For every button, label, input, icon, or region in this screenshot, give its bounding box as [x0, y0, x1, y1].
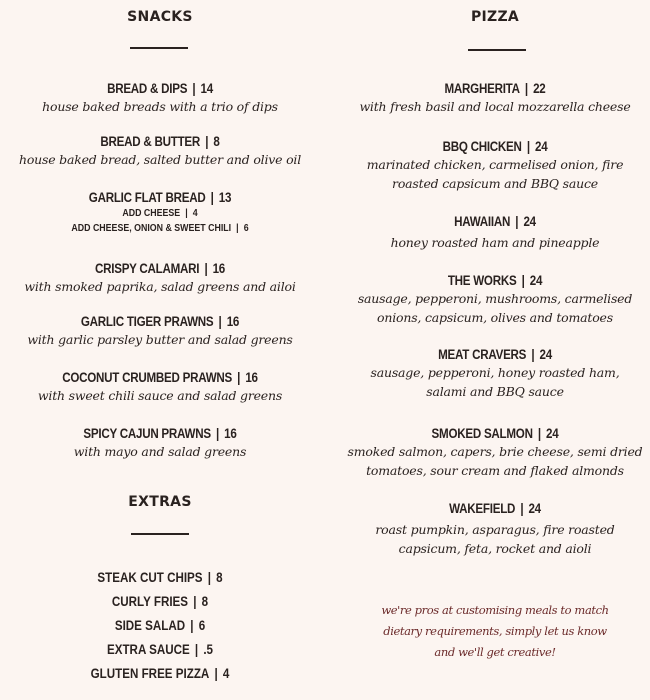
item-price: 13: [218, 190, 232, 205]
separator: |: [214, 666, 218, 681]
separator: |: [215, 426, 219, 441]
item-name: HAWAIIAN: [454, 214, 511, 229]
extras-divider: [131, 533, 189, 535]
menu-item-coconut-crumbed-prawns: [0, 369, 320, 405]
separator: |: [237, 370, 241, 385]
item-name: CRISPY CALAMARI: [94, 261, 200, 276]
item-price: 16: [226, 314, 240, 329]
addon-price: 6: [243, 222, 249, 234]
addon-name: ADD CHEESE: [122, 207, 181, 219]
extra-item-gluten-free-pizza: [22, 665, 297, 682]
item-price: 24: [534, 139, 548, 154]
note-line: and we'll get creative!: [434, 645, 556, 659]
item-desc: honey roasted ham and pineapple: [390, 235, 600, 250]
item-desc: with fresh basil and local mozzarella cheese: [359, 99, 631, 114]
item-price: .5: [203, 642, 214, 657]
menu-item-garlic-tiger-prawns: [0, 313, 320, 349]
separator: |: [185, 207, 188, 219]
item-desc: with sweet chili sauce and salad greens: [37, 388, 283, 403]
extra-item-side-salad: [22, 617, 297, 634]
menu-item-bread-butter: [0, 133, 320, 169]
item-desc: with mayo and salad greens: [73, 444, 247, 459]
item-price: 16: [212, 261, 225, 276]
extras-title: EXTRAS: [128, 494, 192, 510]
menu-item-meat-cravers: [330, 346, 650, 401]
item-desc: salami and BBQ sauce: [426, 384, 564, 399]
separator: |: [526, 139, 530, 154]
item-name: MARGHERITA: [444, 81, 520, 96]
item-desc: with garlic parsley butter and salad greens: [27, 332, 293, 347]
item-price: 14: [200, 81, 213, 96]
item-price: 24: [528, 501, 541, 516]
item-desc: tomatoes, sour cream and flaked almonds: [366, 463, 624, 478]
separator: |: [193, 594, 197, 609]
separator: |: [192, 81, 196, 96]
separator: |: [207, 570, 211, 585]
item-name: SPICY CAJUN PRAWNS: [83, 426, 211, 441]
item-name: BREAD & BUTTER: [100, 134, 201, 149]
separator: |: [236, 222, 239, 234]
item-price: 4: [222, 666, 230, 681]
menu-item-garlic-flat-bread: [0, 189, 320, 236]
item-name: STEAK CUT CHIPS: [97, 570, 203, 585]
item-name: GLUTEN FREE PIZZA: [90, 666, 210, 681]
menu-item-hawaiian: [330, 213, 650, 252]
item-name: GARLIC TIGER PRAWNS: [80, 314, 214, 329]
snacks-divider: [130, 47, 188, 49]
item-price: 22: [533, 81, 546, 96]
menu-item-the-works: [330, 272, 650, 327]
item-price: 8: [216, 570, 223, 585]
item-desc: house baked breads with a trio of dips: [42, 99, 278, 114]
item-desc: sausage, pepperoni, honey roasted ham,: [370, 365, 620, 380]
separator: |: [520, 501, 524, 516]
menu-item-wakefield: [330, 500, 650, 558]
separator: |: [190, 618, 194, 633]
item-name: GARLIC FLAT BREAD: [88, 190, 206, 205]
item-desc: house baked bread, salted butter and olive oil: [18, 152, 302, 167]
menu-item-bbq-chicken: [330, 138, 650, 193]
item-desc: onions, capsicum, olives and tomatoes: [377, 310, 613, 325]
extra-item-curly-fries: [22, 593, 297, 610]
extra-item-steak-cut-chips: [22, 569, 297, 586]
addon-add-cheese: [26, 206, 295, 221]
separator: |: [204, 261, 208, 276]
item-desc: sausage, pepperoni, mushrooms, carmelised: [357, 291, 633, 306]
item-price: 24: [529, 273, 543, 288]
customisation-note: [345, 600, 645, 663]
item-name: BREAD & DIPS: [107, 81, 188, 96]
snacks-title: SNACKS: [127, 9, 193, 25]
item-desc: roasted capsicum and BBQ sauce: [392, 176, 598, 191]
menu-item-margherita: [330, 80, 650, 116]
item-name: WAKEFIELD: [449, 501, 516, 516]
right-column: [330, 0, 650, 700]
item-name: COCONUT CRUMBED PRAWNS: [62, 370, 233, 385]
separator: |: [218, 314, 222, 329]
note-line: we're pros at customising meals to match: [381, 603, 609, 617]
menu-item-crispy-calamari: [0, 260, 320, 296]
note-line: dietary requirements, simply let us know: [383, 624, 607, 638]
item-name: THE WORKS: [447, 273, 517, 288]
pizza-divider: [468, 49, 526, 51]
item-name: MEAT CRAVERS: [438, 347, 527, 362]
item-price: 24: [539, 347, 552, 362]
separator: |: [537, 426, 541, 441]
item-name: SMOKED SALMON: [431, 426, 533, 441]
item-name: EXTRA SAUCE: [106, 642, 190, 657]
item-price: 24: [546, 426, 559, 441]
separator: |: [531, 347, 535, 362]
item-desc: marinated chicken, carmelised onion, fire: [366, 157, 624, 172]
item-price: 24: [523, 214, 536, 229]
separator: |: [205, 134, 209, 149]
item-name: CURLY FRIES: [111, 594, 189, 609]
item-price: 8: [201, 594, 209, 609]
menu-item-bread-dips: [0, 80, 320, 116]
item-price: 16: [245, 370, 258, 385]
addon-cheese-onion-chili: [26, 221, 295, 236]
item-desc: roast pumpkin, asparagus, fire roasted: [375, 522, 615, 537]
item-desc: smoked salmon, capers, brie cheese, semi dried: [347, 444, 643, 459]
separator: |: [515, 214, 519, 229]
menu-item-spicy-cajun-prawns: [0, 425, 320, 461]
menu-item-smoked-salmon: [330, 425, 650, 480]
extra-item-extra-sauce: [22, 641, 297, 658]
left-column: [0, 0, 320, 700]
separator: |: [524, 81, 528, 96]
item-price: 8: [213, 134, 220, 149]
item-desc: with smoked paprika, salad greens and ailoi: [24, 279, 296, 294]
pizza-title: PIZZA: [470, 9, 520, 25]
item-price: 16: [224, 426, 237, 441]
separator: |: [194, 642, 199, 657]
item-name: BBQ CHICKEN: [442, 139, 522, 154]
item-desc: capsicum, feta, rocket and aioli: [398, 541, 592, 556]
item-name: SIDE SALAD: [114, 618, 186, 633]
item-price: 6: [198, 618, 206, 633]
separator: |: [521, 273, 525, 288]
separator: |: [210, 190, 214, 205]
addon-name: ADD CHEESE, ONION & SWEET CHILI: [71, 222, 232, 234]
addon-price: 4: [192, 207, 198, 219]
